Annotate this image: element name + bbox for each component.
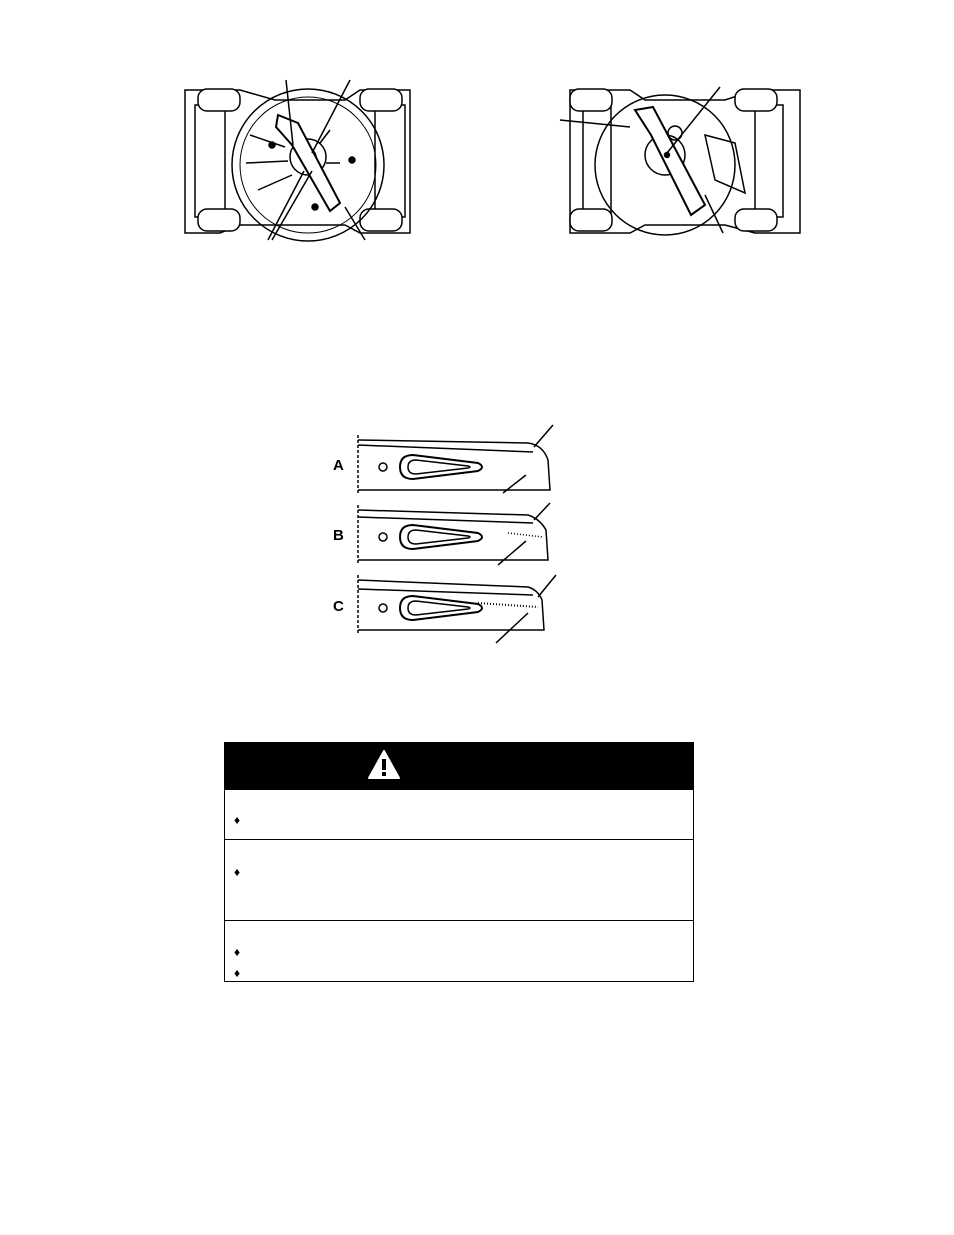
warning-box — [224, 742, 694, 982]
warning-row-3 — [225, 920, 693, 982]
mower-underside-right-figure — [555, 75, 810, 245]
blade-label-a: A — [333, 457, 344, 474]
warning-header — [225, 743, 693, 790]
blade-label-c: C — [333, 598, 344, 615]
blade-drawings — [328, 415, 568, 650]
blade-label-b: B — [333, 527, 344, 544]
warning-triangle-icon — [367, 749, 401, 781]
warning-row-1 — [225, 790, 693, 839]
warning-row-2 — [225, 839, 693, 920]
mower-underside-left-figure — [180, 75, 420, 245]
bullet-diamond-icon: ♦ — [234, 966, 241, 980]
bullet-diamond-icon: ♦ — [234, 813, 241, 827]
bullet-diamond-icon: ♦ — [234, 865, 241, 879]
blade-wear-figure — [328, 415, 568, 650]
bullet-diamond-icon: ♦ — [234, 945, 241, 959]
